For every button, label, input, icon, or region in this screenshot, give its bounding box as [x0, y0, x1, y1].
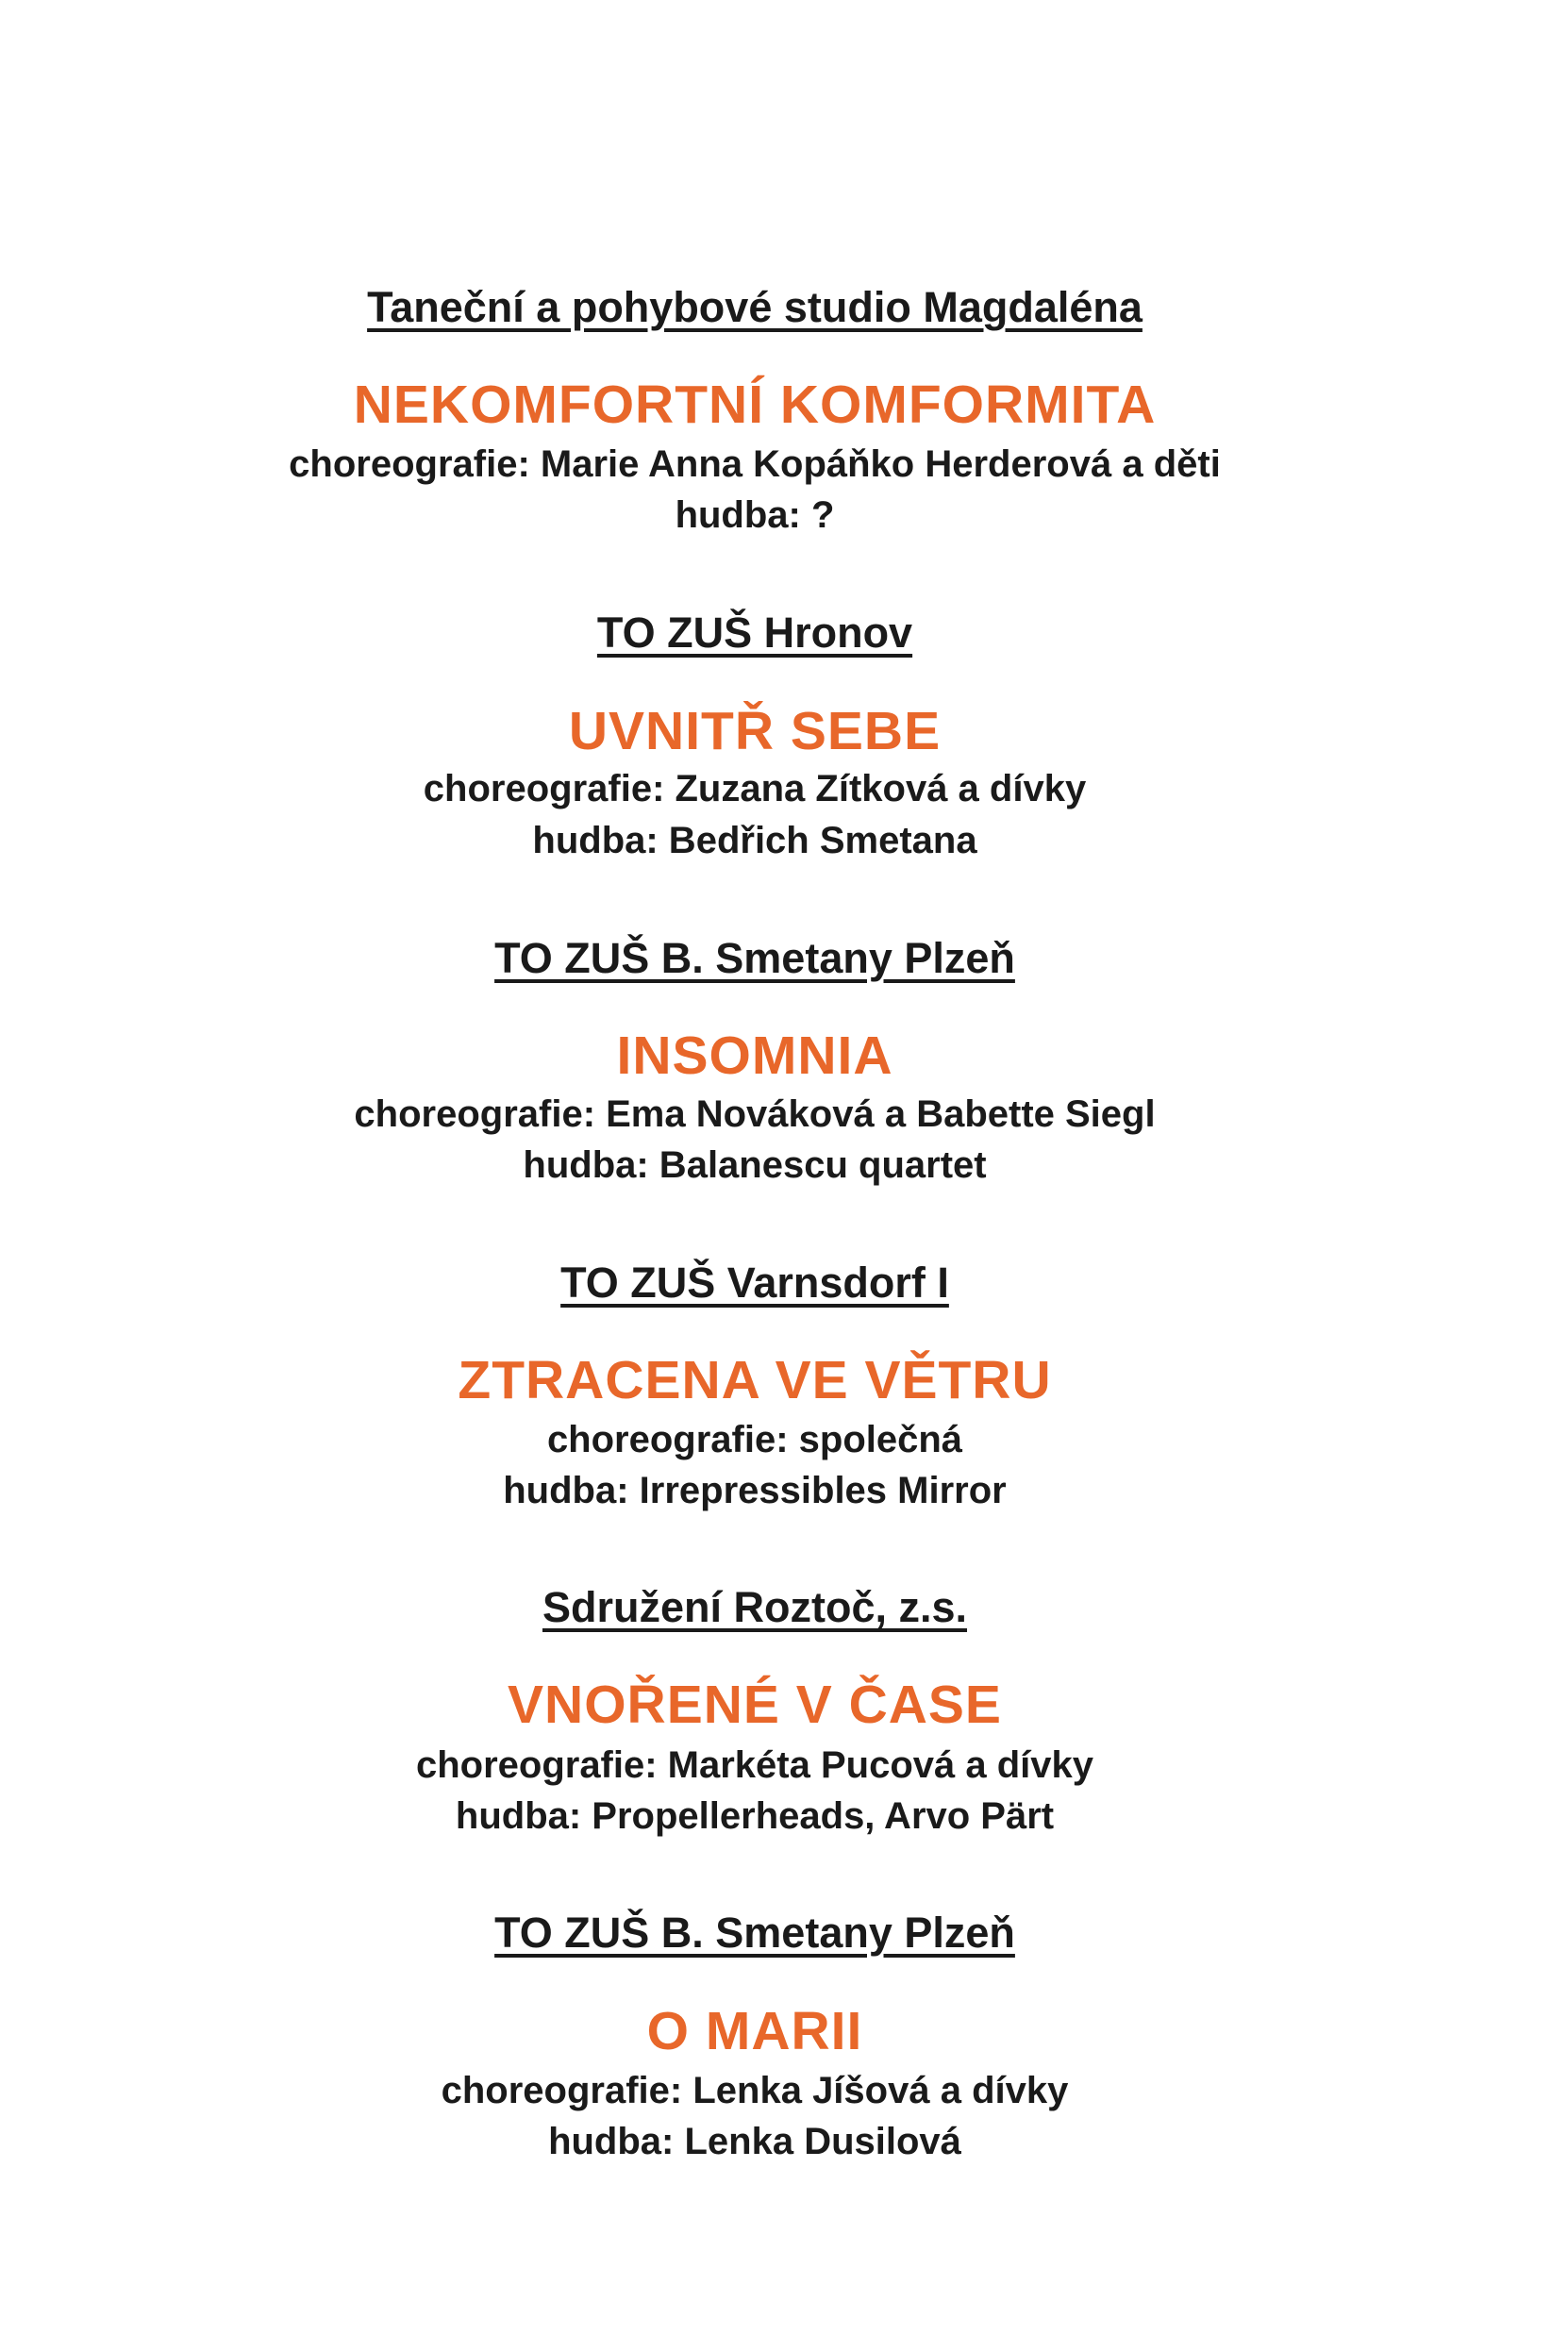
performance-title: UVNITŘ SEBE — [568, 701, 942, 761]
music-credit: hudba: Bedřich Smetana — [532, 820, 977, 861]
performance-title: O MARII — [646, 2001, 863, 2061]
ensemble-name: TO ZUŠ Hronov — [596, 609, 913, 657]
choreography-credit: choreografie: Ema Nováková a Babette Siegl — [354, 1093, 1156, 1135]
ensemble-name: TO ZUŠ Varnsdorf I — [560, 1259, 949, 1307]
performance-title: NEKOMFORTNÍ KOMFORMITA — [353, 375, 1157, 435]
choreography-credit: choreografie: společná — [546, 1419, 963, 1460]
music-credit: hudba: ? — [675, 494, 835, 536]
ensemble-name: TO ZUŠ B. Smetany Plzeň — [494, 934, 1015, 982]
music-credit: hudba: Irrepressibles Mirror — [503, 1470, 1007, 1511]
choreography-credit: choreografie: Zuzana Zítková a dívky — [423, 768, 1087, 809]
choreography-credit: choreografie: Lenka Jíšová a dívky — [441, 2070, 1069, 2111]
performance-title: INSOMNIA — [616, 1025, 893, 1086]
ensemble-name: Sdružení Roztoč, z.s. — [542, 1583, 968, 1631]
choreography-credit: choreografie: Markéta Pucová a dívky — [415, 1744, 1094, 1786]
performance-title: ZTRACENA VE VĚTRU — [458, 1350, 1052, 1410]
ensemble-name: TO ZUŠ B. Smetany Plzeň — [494, 1909, 1015, 1957]
choreography-credit: choreografie: Marie Anna Kopáňko Herderová a děti — [289, 443, 1221, 485]
music-credit: hudba: Propellerheads, Arvo Pärt — [455, 1795, 1055, 1837]
music-credit: hudba: Balanescu quartet — [523, 1144, 987, 1186]
performance-title: VNOŘENÉ V ČASE — [508, 1675, 1002, 1735]
music-credit: hudba: Lenka Dusilová — [548, 2121, 961, 2162]
ensemble-name: Taneční a pohybové studio Magdaléna — [367, 283, 1143, 331]
